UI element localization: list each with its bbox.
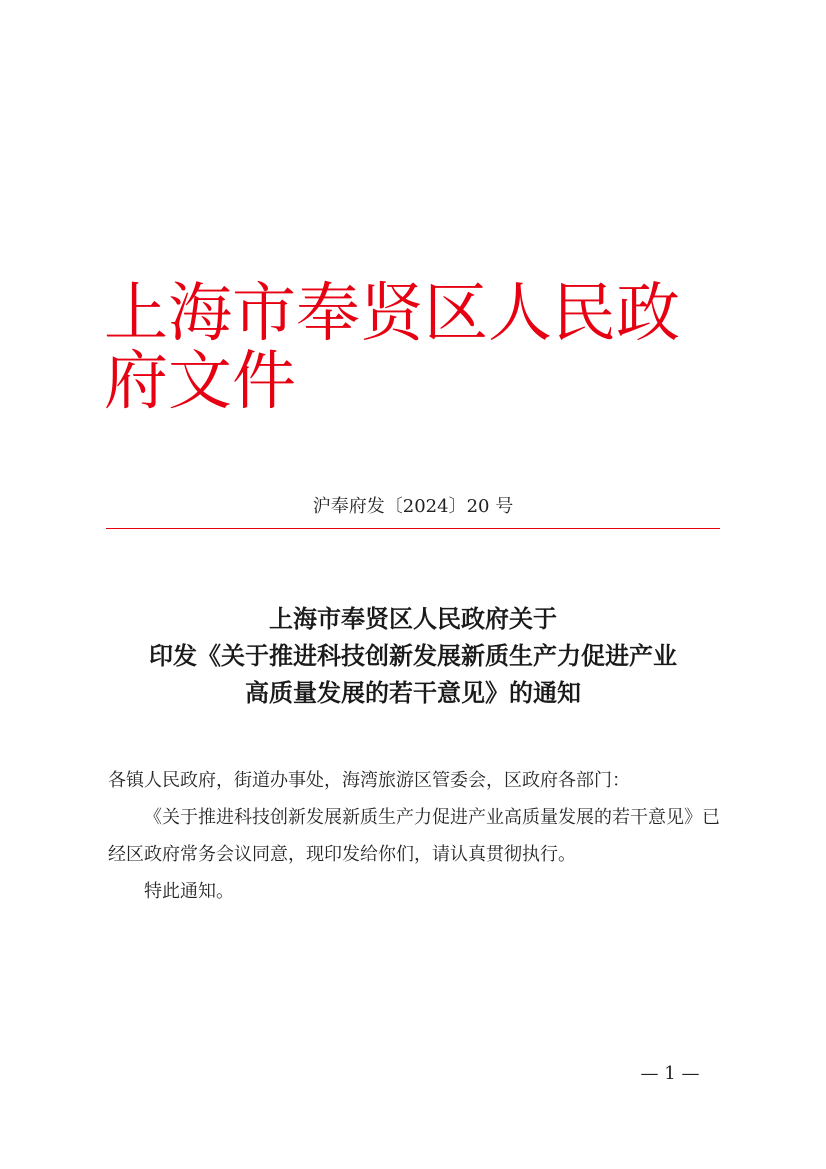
masthead-title: 上海市奉贤区人民政府文件 [104,277,680,419]
document-title [86,600,740,711]
page-number: — 1 — [640,1063,700,1084]
document-body [108,762,720,910]
red-divider-line [106,528,720,529]
title-line: 上海市奉贤区人民政府关于 [269,604,557,633]
title-line: 高质量发展的若干意见》的通知 [245,678,581,707]
salutation: 各镇人民政府，街道办事处，海湾旅游区管委会，区政府各部门： [108,770,630,791]
body-paragraph: 《关于推进科技创新发展新质生产力促进产业高质量发展的若干意见》已经区政府常务会议同意，现印发给你们，请认真贯彻执行。 [108,807,720,865]
title-line: 印发《关于推进科技创新发展新质生产力促进产业 [149,641,677,670]
closing-paragraph: 特此通知。 [144,881,234,902]
document-number: 沪奉府发〔2024〕20 号 [312,496,514,517]
